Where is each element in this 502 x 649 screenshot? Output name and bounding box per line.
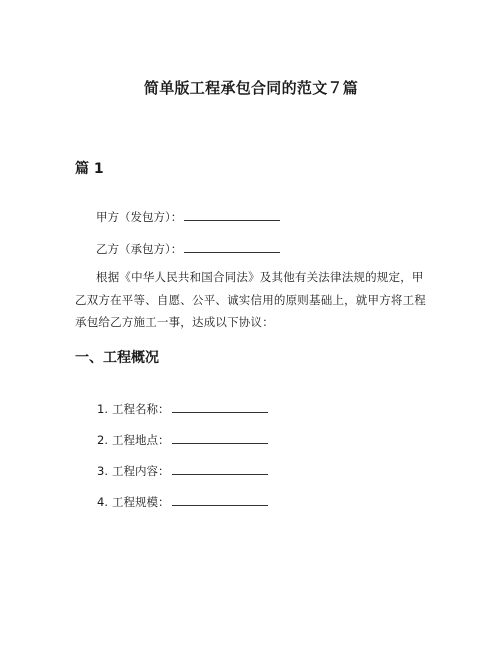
party-a-blank	[184, 209, 280, 221]
party-a-label: 甲方（发包方）：	[96, 210, 183, 224]
list-item-blank	[172, 432, 268, 444]
list-item-number: 4.	[97, 495, 108, 509]
list-item-number: 3.	[97, 464, 108, 478]
list-item-label: 工程名称：	[112, 402, 170, 416]
party-a-line	[96, 209, 280, 225]
party-b-line	[96, 241, 280, 257]
list-item-blank	[172, 463, 268, 475]
section-title: 篇 1	[75, 161, 104, 177]
party-b-label: 乙方（承包方）：	[96, 242, 183, 256]
list-item	[97, 432, 268, 448]
list-item	[97, 494, 268, 510]
list-item-label: 工程规模：	[112, 495, 170, 509]
list-item	[97, 401, 268, 417]
list-item-blank	[172, 494, 268, 506]
list-item	[97, 463, 268, 479]
document-title: 简单版工程承包合同的范文７篇	[143, 79, 359, 97]
party-b-blank	[184, 241, 280, 253]
heading-project-overview: 一、工程概况	[75, 350, 159, 366]
list-item-label: 工程内容：	[112, 464, 170, 478]
list-item-label: 工程地点：	[112, 433, 170, 447]
intro-paragraph: 根据《中华人民共和国合同法》及其他有关法律法规的规定，甲乙双方在平等、自愿、公平、诚实信用的原则基础上，就甲方将工程承包给乙方施工一事，达成以下协议：	[75, 270, 426, 329]
list-item-blank	[172, 401, 268, 413]
list-item-number: 2.	[97, 433, 108, 447]
list-item-number: 1.	[97, 402, 108, 416]
